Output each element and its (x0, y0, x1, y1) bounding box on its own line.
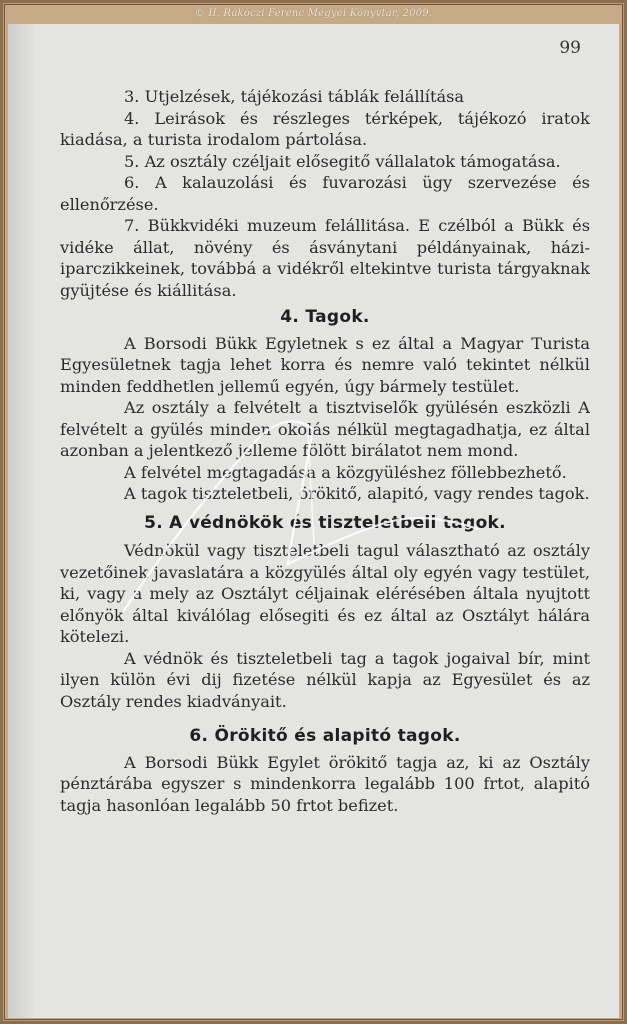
section-heading-orokito: 6. Örökitő és alapitó tagok. (189, 726, 461, 746)
paragraph: A Borsodi Bükk Egyletnek s ez által a Magyar Turista Egyesületnek tagja lehet korra és nemre való tekintet nélkül minden feddhetlen jellemű egyén, úgy bármely testület. (60, 333, 590, 396)
list-item: 4. Leirások és részleges térképek, tájékozó iratok kiadása, a turista irodalom pártolása. (60, 108, 590, 149)
book-page (8, 24, 619, 1018)
list-item: 3. Utjelzések, tájékozási táblák felállítása (124, 87, 465, 106)
library-watermark: © II. Rákóczi Ferenc Megyei Könyvtár, 2009. (194, 8, 433, 19)
paragraph: A tagok tiszteletbeli, örökitő, alapitó, vagy rendes tagok. (124, 484, 590, 503)
paragraph: Védnökül vagy tiszteletbeli tagul választható az osztály vezetőinek javaslatára a közgyülés által oly egyén vagy testület, ki, vagy a mely az Osztályt céljainak elérésében általa nyujtott előnyök által kiválólag elősegiti és ez által az Osztályt hálára kötelezi. (60, 541, 590, 646)
paragraph: A védnök és tiszteletbeli tag a tagok jogaival bír, mint ilyen külön évi dij fizetése nélkül kapja az Egyesület és az Osztály rendes kiadványait. (60, 648, 590, 711)
list-item: 6. A kalauzolási és fuvarozási ügy szervezése és ellenőrzése. (60, 173, 590, 214)
paragraph: Az osztály a felvételt a tisztviselők gyülésén eszközli A felvételt a gyülés minden okolás nélkül megtagadhatja, ez által azonban a jelentkező jelleme fölött birálatot nem mond. (60, 398, 590, 460)
section-heading-vednokok: 5. A védnökök és tiszteletbeli tagok. (144, 512, 506, 533)
page-text (60, 86, 590, 816)
paragraph: A Borsodi Bükk Egylet örökitő tagja az, ki az Osztály pénztárába egyszer s mindenkorra legalább 100 frtot, alapitó tagja hasonlóan legalább 50 frtot befizet. (60, 752, 590, 815)
list-item: 5. Az osztály czéljait elősegitő vállalatok támogatása. (124, 151, 561, 171)
page-number: 99 (559, 38, 581, 58)
list-item: 7. Bükkvidéki muzeum felállitása. E czélból a Bükk és vidéke állat, növény és ásványtani példányainak, házi-iparczikkeinek, továbbá a vidékről eltekintve turista tárgyaknak gyüjtése és kiállitása. (60, 216, 590, 300)
section-heading-tagok: 4. Tagok. (280, 307, 370, 327)
paragraph: A felvétel megtagadása a közgyüléshez föllebbezhető. (124, 462, 567, 482)
